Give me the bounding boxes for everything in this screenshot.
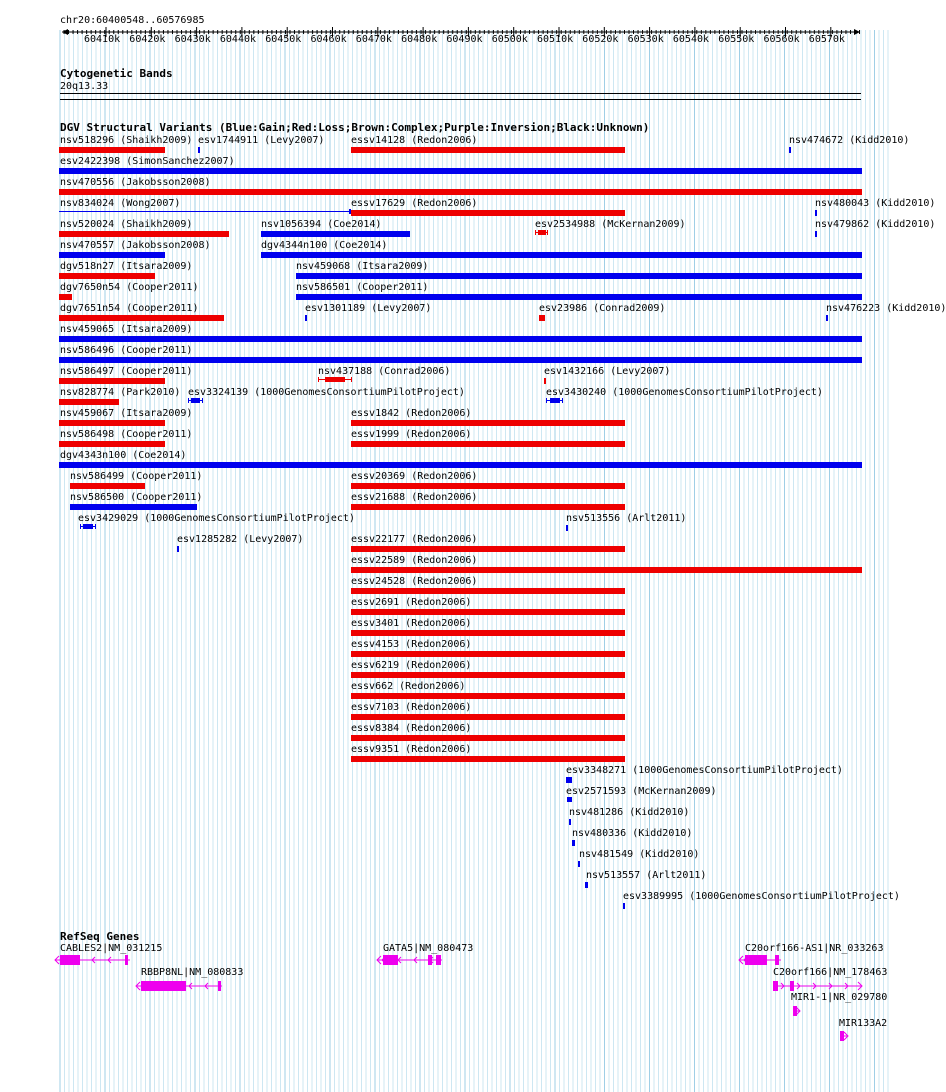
dgv-variant-label[interactable]: nsv520024 (Shaikh2009) [60,219,193,230]
dgv-variant-bar[interactable] [351,672,625,678]
dgv-variant-bar[interactable] [546,398,563,403]
dgv-variant-label[interactable]: nsv1056394 (Coe2014) [261,219,382,230]
dgv-variant-label[interactable]: nsv828774 (Park2010) [60,387,181,398]
dgv-variant-label[interactable]: dgv7650n54 (Cooper2011) [60,282,199,293]
dgv-variant-label[interactable]: essv17629 (Redon2006) [351,198,478,209]
ruler-tick-label: 60460k [310,34,347,45]
dgv-variant-bar[interactable] [59,147,165,153]
dgv-variant-bar[interactable] [351,588,625,594]
dgv-variant-bar[interactable] [351,714,625,720]
gene-exon [773,981,778,991]
refseq-gene-label[interactable]: CABLES2|NM_031215 [60,943,163,954]
dgv-variant-label[interactable]: esv3324139 (1000GenomesConsortiumPilotProject) [188,387,465,398]
dgv-variant-label[interactable]: essv662 (Redon2006) [351,681,466,692]
dgv-variant-bar[interactable] [59,168,862,174]
refseq-gene-label[interactable]: C20orf166|NM_178463 [773,967,888,978]
dgv-variant-label[interactable]: nsv470556 (Jakobsson2008) [60,177,211,188]
ruler-tick-label: 60500k [491,34,528,45]
dgv-variant-label[interactable]: nsv834024 (Wong2007) [60,198,181,209]
dgv-variant-label[interactable]: essv20369 (Redon2006) [351,471,478,482]
dgv-variant-bar[interactable] [351,483,625,489]
gene-exon [745,955,767,965]
dgv-variant-bar[interactable] [351,756,625,762]
dgv-variant-label[interactable]: nsv513557 (Arlt2011) [586,870,707,881]
dgv-variant-label[interactable]: esv23986 (Conrad2009) [539,303,666,314]
ruler-tick-label: 60570k [808,34,845,45]
dgv-variant-label[interactable]: essv22589 (Redon2006) [351,555,478,566]
dgv-variant-label[interactable]: esv2422398 (SimonSanchez2007) [60,156,235,167]
dgv-variant-bar[interactable] [59,315,224,321]
dgv-variant-bar[interactable] [59,273,155,279]
dgv-variant-label[interactable]: essv8384 (Redon2006) [351,723,472,734]
dgv-variant-label[interactable]: nsv474672 (Kidd2010) [789,135,910,146]
dgv-variant-bar[interactable] [59,420,165,426]
dgv-variant-bar[interactable] [815,231,817,237]
dgv-variant-label[interactable]: nsv518296 (Shaikh2009) [60,135,193,146]
ruler-tick-label: 60560k [763,34,800,45]
dgv-variant-bar[interactable] [296,273,862,279]
dgv-variant-label[interactable]: nsv459065 (Itsara2009) [60,324,193,335]
refseq-gene-label[interactable]: MIR1-1|NR_029780 [791,992,888,1003]
cytoband-line-bottom [60,99,861,100]
dgv-variant-label[interactable]: essv21688 (Redon2006) [351,492,478,503]
dgv-variant-label[interactable]: nsv586501 (Cooper2011) [296,282,429,293]
dgv-variant-bar[interactable] [351,609,625,615]
gene-exon [775,955,779,965]
refseq-gene-label[interactable]: RBBP8NL|NM_080833 [141,967,244,978]
dgv-variant-bar[interactable] [826,315,828,321]
dgv-variant-bar[interactable] [59,399,119,405]
dgv-variant-bar[interactable] [569,819,571,825]
dgv-variant-label[interactable]: dgv4344n100 (Coe2014) [261,240,388,251]
dgv-variant-bar[interactable] [261,231,410,237]
dgv-variant-label[interactable]: nsv481549 (Kidd2010) [579,849,700,860]
dgv-variant-bar[interactable] [351,420,625,426]
dgv-variant-bar[interactable] [351,546,625,552]
refseq-gene-label[interactable]: C20orf166-AS1|NR_033263 [745,943,884,954]
dgv-variant-label[interactable]: esv2571593 (McKernan2009) [566,786,717,797]
dgv-variant-bar[interactable] [198,147,200,153]
dgv-variant-bar[interactable] [59,378,165,384]
dgv-variant-label[interactable]: nsv476223 (Kidd2010) [826,303,946,314]
dgv-variant-bar[interactable] [70,504,197,510]
dgv-variant-label[interactable]: nsv479862 (Kidd2010) [815,219,936,230]
dgv-variant-bar[interactable] [318,377,352,382]
dgv-variant-bar[interactable] [578,861,580,867]
refseq-track-title: RefSeq Genes [60,930,140,943]
dgv-variant-bar[interactable] [59,357,862,363]
dgv-variant-label[interactable]: nsv480043 (Kidd2010) [815,198,936,209]
dgv-variant-label[interactable]: nsv586498 (Cooper2011) [60,429,193,440]
refseq-gene-label[interactable]: GATA5|NM_080473 [383,943,474,954]
ruler-tick-label: 60440k [219,34,257,45]
refseq-gene-label[interactable]: MIR133A2 [839,1018,888,1029]
dgv-variant-bar[interactable] [351,567,862,573]
dgv-variant-label[interactable]: esv3430240 (1000GenomesConsortiumPilotProject) [546,387,823,398]
dgv-variant-label[interactable]: essv9351 (Redon2006) [351,744,472,755]
dgv-variant-bar[interactable] [815,210,817,216]
dgv-variant-bar[interactable] [544,378,546,384]
dgv-variant-bar[interactable] [351,651,625,657]
dgv-variant-bar[interactable] [296,294,862,300]
dgv-track-title: DGV Structural Variants (Blue:Gain;Red:Loss;Brown:Complex;Purple:Inversion;Black:Unknown) [60,121,650,134]
dgv-variant-bar[interactable] [351,441,625,447]
dgv-variant-label[interactable]: nsv586499 (Cooper2011) [70,471,203,482]
dgv-variant-bar[interactable] [351,504,625,510]
ruler-tick-label: 60470k [355,34,392,45]
dgv-variant-bar[interactable] [305,315,307,321]
dgv-variant-label[interactable]: esv2534988 (McKernan2009) [535,219,686,230]
dgv-variant-bar[interactable] [566,777,572,783]
dgv-variant-label[interactable]: esv1432166 (Levy2007) [544,366,671,377]
dgv-variant-label[interactable]: essv6219 (Redon2006) [351,660,472,671]
dgv-variant-bar[interactable] [585,882,588,888]
dgv-variant-bar[interactable] [351,210,625,216]
dgv-variant-bar[interactable] [351,735,625,741]
dgv-variant-bar[interactable] [351,630,625,636]
dgv-variant-label[interactable]: dgv7651n54 (Cooper2011) [60,303,199,314]
ruler-tick-label: 60540k [672,34,710,45]
dgv-variant-label[interactable]: essv2691 (Redon2006) [351,597,472,608]
refseq-gene-model[interactable] [0,976,890,996]
dgv-variant-bar[interactable] [59,462,862,468]
dgv-variant-label[interactable]: nsv586496 (Cooper2011) [60,345,193,356]
gene-exon [840,1031,844,1041]
ruler-tick-label: 60430k [174,34,211,45]
dgv-variant-bar[interactable] [188,398,203,403]
dgv-variant-label[interactable]: essv3401 (Redon2006) [351,618,472,629]
dgv-variant-bar[interactable] [261,252,862,258]
dgv-variant-bar[interactable] [59,294,72,300]
ruler-tick-label: 60420k [129,34,166,45]
cytoband-line-top [60,93,861,94]
cytoband-track-title: Cytogenetic Bands [60,67,173,80]
dgv-variant-bar[interactable] [572,840,575,846]
ruler-tick-label: 60510k [537,34,574,45]
dgv-variant-bar[interactable] [789,147,791,153]
refseq-gene-model[interactable] [0,1026,890,1046]
dgv-variant-bar[interactable] [351,693,625,699]
dgv-variant-bar[interactable] [80,524,96,529]
dgv-variant-bar[interactable] [539,315,545,321]
dgv-variant-label[interactable]: nsv459067 (Itsara2009) [60,408,193,419]
dgv-variant-label[interactable]: nsv513556 (Arlt2011) [566,513,687,524]
dgv-variant-bar[interactable] [59,189,862,195]
dgv-variant-label[interactable]: nsv586497 (Cooper2011) [60,366,193,377]
region-coordinates: chr20:60400548..60576985 [60,15,205,26]
dgv-variant-label[interactable]: essv14128 (Redon2006) [351,135,478,146]
dgv-variant-label[interactable]: essv4153 (Redon2006) [351,639,472,650]
dgv-variant-bar[interactable] [566,525,568,531]
dgv-variant-bar[interactable] [535,230,548,235]
ruler-tick-label: 60480k [401,34,438,45]
ruler-tick-label: 60550k [718,34,755,45]
dgv-variant-bar[interactable] [59,211,349,212]
cytoband-label: 20q13.33 [60,81,109,92]
dgv-variant-label[interactable]: nsv437188 (Conrad2006) [318,366,451,377]
dgv-variant-label[interactable]: essv22177 (Redon2006) [351,534,478,545]
dgv-variant-label[interactable]: esv3429029 (1000GenomesConsortiumPilotProject) [78,513,355,524]
ruler-tick-label: 60530k [627,34,664,45]
dgv-variant-bar[interactable] [70,483,145,489]
dgv-variant-bar[interactable] [567,797,572,802]
dgv-variant-bar[interactable] [59,336,862,342]
dgv-variant-label[interactable]: essv1842 (Redon2006) [351,408,472,419]
dgv-variant-label[interactable]: essv1999 (Redon2006) [351,429,472,440]
dgv-variant-label[interactable]: esv3389995 (1000GenomesConsortiumPilotProject) [623,891,900,902]
dgv-variant-label[interactable]: esv3348271 (1000GenomesConsortiumPilotProject) [566,765,843,776]
dgv-variant-label[interactable]: esv1285282 (Levy2007) [177,534,304,545]
dgv-variant-label[interactable]: nsv470557 (Jakobsson2008) [60,240,211,251]
ruler-tick-label: 60490k [446,34,483,45]
dgv-variant-label[interactable]: nsv586500 (Cooper2011) [70,492,203,503]
dgv-variant-bar[interactable] [351,147,625,153]
dgv-variant-bar[interactable] [59,441,165,447]
dgv-variant-label[interactable]: nsv459068 (Itsara2009) [296,261,429,272]
gene-exon [790,981,794,991]
dgv-variant-bar[interactable] [623,903,625,909]
ruler-left-arrow [62,29,68,35]
dgv-variant-bar[interactable] [177,546,179,552]
ruler-tick-label: 60410k [84,34,121,45]
dgv-variant-label[interactable]: esv1301189 (Levy2007) [305,303,432,314]
refseq-gene-model[interactable] [0,950,890,970]
dgv-variant-bar[interactable] [59,231,229,237]
gene-exon [793,1006,797,1016]
dgv-variant-label[interactable]: essv24528 (Redon2006) [351,576,478,587]
dgv-variant-label[interactable]: dgv4343n100 (Coe2014) [60,450,187,461]
dgv-variant-label[interactable]: nsv481286 (Kidd2010) [569,807,690,818]
dgv-variant-bar[interactable] [59,252,165,258]
dgv-variant-label[interactable]: essv7103 (Redon2006) [351,702,472,713]
dgv-variant-label[interactable]: nsv480336 (Kidd2010) [572,828,693,839]
refseq-gene-model[interactable] [0,1001,890,1021]
dgv-variant-label[interactable]: esv1744911 (Levy2007) [198,135,325,146]
ruler-tick-label: 60520k [582,34,619,45]
dgv-variant-label[interactable]: dgv518n27 (Itsara2009) [60,261,193,272]
ruler-tick-label: 60450k [265,34,302,45]
